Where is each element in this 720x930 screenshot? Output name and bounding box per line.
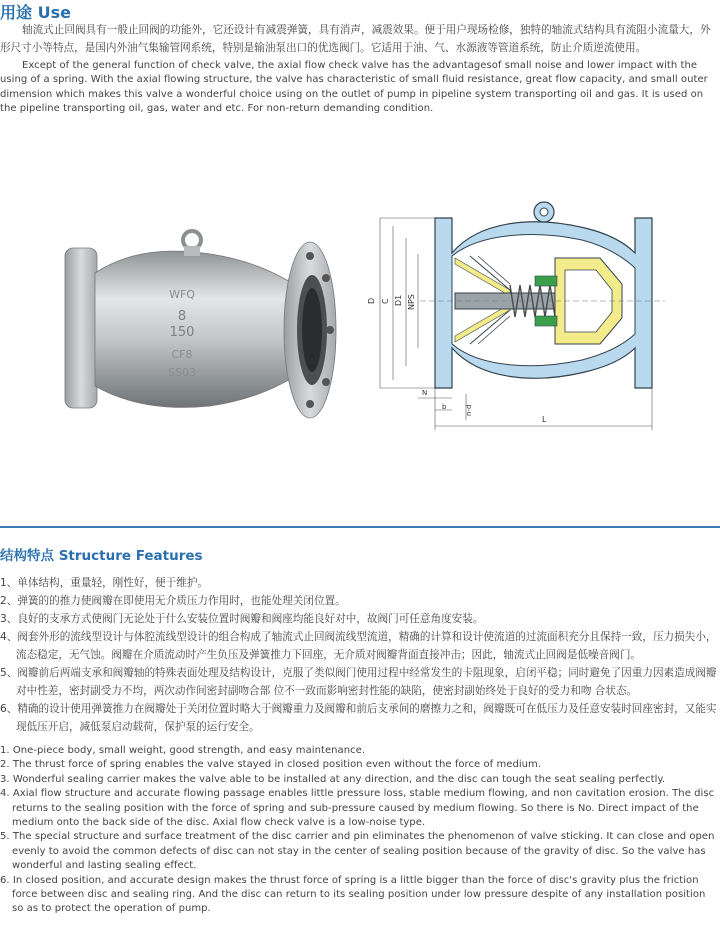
list-item: 5、阀瓣前后两端支承和阀瓣轴的特殊表面处理及结构设计，克服了类似阀门使用过程中经常发生的卡阻现象，启闭平稳；同时避免了因重力因素造成阀瓣对中性差，密封副受力不均，两次动作间密封副吻合部 位不一致而影响密封性能的缺陷，使密封副始终处于良好的受力和吻 合状态。 [0, 667, 717, 697]
list-item: 6、精确的设计使用弹簧推力在阀瓣处于关闭位置时略大于阀瓣重力及阀瓣和前后支承间的磨擦力之和，阀瓣既可在低压力及任意安装时回座密封，又能实现低压开启，减低泵启动载荷，保护泵的运行安全。 [0, 703, 717, 733]
list-item: 4、阀套外形的流线型设计与体腔流线型设计的组合构成了轴流式止回阀流线型流道，精确的计算和设计使流道的过流面积充分且保持一致，压力损失小，流态稳定，无气蚀。阀瓣在介质流动时产生负压及弹簧推力下回座，无介质对阀瓣背面直接冲击；因此，轴流式止回阀是低噪音阀门。 [0, 631, 717, 661]
list-item: 1、单体结构，重量轻，刚性好，便于维护。 [0, 577, 209, 589]
dim-label-l: L [542, 415, 547, 424]
list-item: 4. Axial flow structure and accurate flowing passage enables little pressure loss, stable medium flowing, and non cavitation erosion. The disc returns to the sealing position with the force of spring and sub-pressure caused by medium flowing. So there is No. Direct impact of the medium onto the back side of the disc. Axial flow check valve is a low-noise type. [0, 788, 715, 829]
structure-en-list [0, 744, 718, 917]
structure-cn-list [0, 574, 718, 736]
use-en-paragraph: Except of the general function of check valve, the axial flow check valve has the advantagesof small noise and lower impact with the using of a spring. With the axial flowing structure, the valve has characteristic of small fluid resistance, great flow capacity, and small outer dimension which makes this valve a wonderful choice using on the outlet of pump in pipeline system transporting oil and gas. It is used on the pipeline transporting oil, gas, water and etc. For non-return demanding condition. [0, 60, 708, 115]
casting-mark: CF8 [171, 348, 193, 361]
dim-label-d1: D1 [394, 294, 403, 306]
valve-photo [60, 228, 340, 428]
casting-mark: 150 [169, 325, 195, 340]
dim-label-nps: NPS [407, 294, 416, 310]
section-divider [0, 526, 720, 528]
structure-section-title: 结构特点 Structure Features [0, 548, 203, 564]
list-item: 6. In closed position, and accurate design makes the thrust force of spring is a little bigger than the force of disc's gravity plus the friction force between disc and sealing ring. And the disc can return to its sealing position under low pressure despite of any installation position so as to protect the operation of pump. [0, 874, 706, 915]
list-item: 2. The thrust force of spring enables the valve stayed in closed position even without the force of medium. [0, 759, 542, 771]
dim-label-n: N [422, 389, 428, 397]
casting-mark: 8 [177, 309, 187, 324]
dim-label-d: D [367, 297, 376, 304]
use-section-title: 用途 Use [0, 3, 71, 22]
list-item: 5. The special structure and surface treatment of the disc carrier and pin eliminates the phenomenon of valve sticking. It can close and open evenly to avoid the common defects of disc can not stay in the center of sealing position because of the gravity of disc. So the valve has wonderful and lasting sealing effect. [0, 831, 715, 872]
list-item: 1. One-piece body, small weight, good strength, and easy maintenance. [0, 745, 366, 756]
use-cn-paragraph: 轴流式止回阀具有一般止回阀的功能外，它还设计有减震弹簧，具有消声，减震效果。便于用户现场检修，独特的轴流式结构具有流阻小流量大，外形尺寸小等特点，是国内外油气集输管网系统，特别是输油泵出口的优选阀门。它适用于油、气、水源液等管道系统，防止介质逆流使用。 [0, 24, 711, 54]
casting-mark: WFQ [169, 288, 195, 301]
list-item: 3、良好的支承方式使阀门无论处于什么安装位置时阀瓣和阀座均能良好对中，故阀门可任意角度安装。 [0, 613, 484, 625]
casting-mark: SS03 [168, 366, 196, 379]
dim-label-b: b [442, 403, 447, 411]
dim-label-n-d: n-d [465, 404, 473, 416]
dim-label-c: C [381, 298, 390, 304]
list-item: 2、弹簧的的推力使阀瓣在即使用无介质压力作用时，也能处理关闭位置。 [0, 595, 346, 607]
valve-cross-section-diagram [360, 198, 670, 438]
list-item: 3. Wonderful sealing carrier makes the valve able to be installed at any direction, and the disc can tough the seat sealing perfectly. [0, 773, 666, 785]
